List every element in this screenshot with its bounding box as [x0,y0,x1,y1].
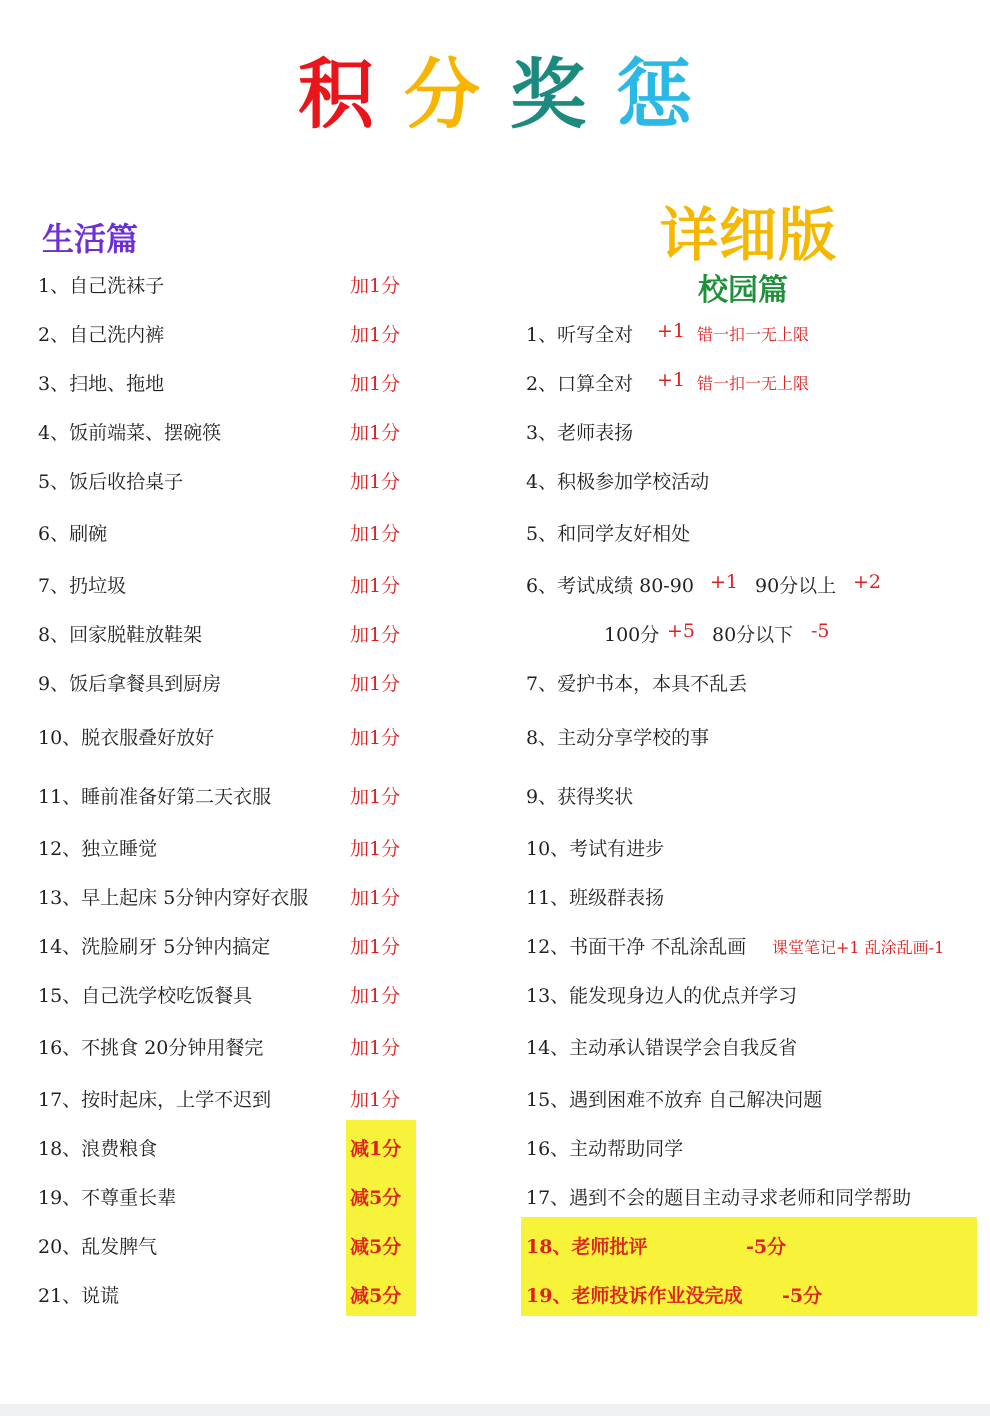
school-item: 19、老师投诉作业没完成 [526,1285,743,1307]
school-item: 17、遇到不会的题目主动寻求老师和同学帮助 [526,1187,912,1209]
life-points: 加1分 [350,838,401,860]
life-points: 加1分 [350,985,401,1007]
school-item: 3、老师表扬 [526,422,634,444]
school-item-extra: 80分以下 [712,624,794,646]
school-item: 10、考试有进步 [526,838,665,860]
school-item: 2、口算全对 [526,373,634,395]
school-points: +1 [657,320,686,342]
life-item: 12、独立睡觉 [38,838,158,860]
school-points: -5分 [782,1285,823,1307]
life-item: 6、刷碗 [38,523,108,545]
school-item-extra: 90分以上 [755,575,837,597]
page-title [0,52,990,138]
school-item: 11、班级群表扬 [526,887,665,909]
school-item: 9、获得奖状 [526,786,634,808]
life-item: 17、按时起床，上学不迟到 [38,1089,272,1111]
life-points: 加1分 [350,471,401,493]
life-points: 加1分 [350,1089,401,1111]
school-item: 13、能发现身边人的优点并学习 [526,985,798,1007]
school-points: +1 [657,369,686,391]
school-item: 16、主动帮助同学 [526,1138,684,1160]
school-item: 8、主动分享学校的事 [526,727,710,749]
life-item: 1、自己洗袜子 [38,275,165,297]
life-item: 18、浪费粮食 [38,1138,158,1160]
life-item: 7、扔垃圾 [38,575,127,597]
life-points: 加1分 [350,575,401,597]
life-points: 加1分 [350,936,401,958]
life-points: 加1分 [350,275,401,297]
life-points: 加1分 [350,786,401,808]
school-points: +1 [710,571,739,593]
title-char-4: 惩 [616,50,692,139]
life-item: 10、脱衣服叠好放好 [38,727,215,749]
life-points: 减5分 [350,1187,402,1209]
life-item: 20、乱发脾气 [38,1236,158,1258]
life-points: 加1分 [350,324,401,346]
school-points: +5 [667,620,696,642]
school-item: 4、积极参加学校活动 [526,471,710,493]
life-points: 加1分 [350,727,401,749]
subtitle: 详细版 [660,201,838,269]
life-points: 加1分 [350,887,401,909]
school-points-extra: -5 [811,620,830,642]
life-item: 16、不挑食 20分钟用餐完 [38,1037,264,1059]
school-note: 课堂笔记+1 乱涂乱画-1 [772,938,945,957]
life-points: 加1分 [350,523,401,545]
life-points: 加1分 [350,422,401,444]
school-note: 错一扣一无上限 [697,325,810,344]
life-item: 4、饭前端菜、摆碗筷 [38,422,222,444]
school-item: 12、书面干净 不乱涂乱画 [526,936,747,958]
school-item: 15、遇到困难不放弃 自己解决问题 [526,1089,823,1111]
footer-bar [0,1404,990,1416]
school-item: 18、老师批评 [526,1236,648,1258]
school-item: 1、听写全对 [526,324,634,346]
life-points: 加1分 [350,373,401,395]
life-item: 8、回家脱鞋放鞋架 [38,624,203,646]
school-item: 14、主动承认错误学会自我反省 [526,1037,798,1059]
school-item: 7、爱护书本，本具不乱丢 [526,673,748,695]
school-section-heading: 校园篇 [698,273,788,308]
life-points: 减5分 [350,1285,402,1307]
life-points: 加1分 [350,624,401,646]
life-item: 14、洗脸刷牙 5分钟内搞定 [38,936,271,958]
school-item: 6、考试成绩 80-90 [526,575,694,597]
life-section-heading: 生活篇 [42,220,139,258]
school-note: 错一扣一无上限 [697,374,810,393]
life-item: 19、不尊重长辈 [38,1187,177,1209]
life-item: 5、饭后收拾桌子 [38,471,184,493]
life-item: 21、说谎 [38,1285,120,1307]
life-points: 减5分 [350,1236,402,1258]
school-points-extra: +2 [853,571,882,593]
life-points: 加1分 [350,1037,401,1059]
life-item: 9、饭后拿餐具到厨房 [38,673,222,695]
title-char-1: 积 [298,50,374,139]
life-item: 3、扫地、拖地 [38,373,165,395]
school-points: -5分 [746,1236,787,1258]
school-item: 100分 [604,624,660,646]
life-item: 2、自己洗内裤 [38,324,165,346]
life-item: 11、睡前准备好第二天衣服 [38,786,272,808]
life-points: 加1分 [350,673,401,695]
title-char-2: 分 [404,50,480,139]
life-points: 减1分 [350,1138,402,1160]
school-item: 5、和同学友好相处 [526,523,691,545]
life-item: 13、早上起床 5分钟内穿好衣服 [38,887,309,909]
life-item: 15、自己洗学校吃饭餐具 [38,985,253,1007]
title-char-3: 奖 [510,50,586,139]
